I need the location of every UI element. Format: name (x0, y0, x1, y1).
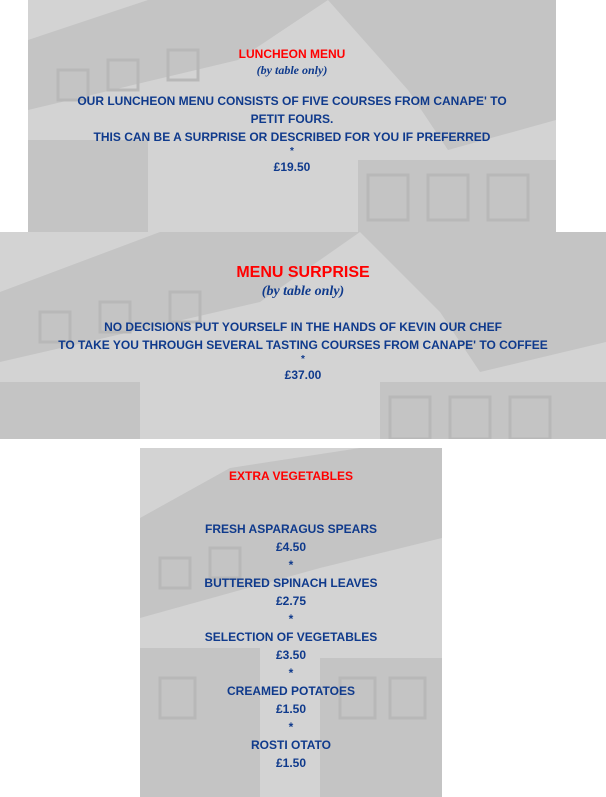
vegetable-separator: * (288, 666, 294, 680)
vegetable-separator: * (288, 612, 294, 626)
surprise-separator: * (301, 354, 305, 365)
luncheon-content (28, 0, 556, 176)
luncheon-separator: * (290, 146, 294, 157)
surprise-title: MENU SURPRISE (236, 264, 370, 281)
vegetable-price: £2.75 (275, 594, 307, 608)
vegetable-item (140, 736, 442, 772)
vegetable-item (140, 520, 442, 574)
surprise-price: £37.00 (284, 368, 322, 382)
surprise-description-line-2: TO TAKE YOU THROUGH SEVERAL TASTING COURSES FROM CANAPE' TO COFFEE (58, 338, 548, 352)
surprise-content (0, 232, 606, 384)
vegetable-price: £4.50 (275, 540, 307, 554)
extra-vegetables-panel (140, 448, 442, 797)
vegetable-name: SELECTION OF VEGETABLES (204, 630, 378, 644)
luncheon-subtitle: (by table only) (256, 63, 328, 77)
luncheon-title: LUNCHEON MENU (238, 47, 346, 61)
luncheon-menu-panel (28, 0, 556, 232)
vegetable-price: £3.50 (275, 648, 307, 662)
luncheon-description-line-2: PETIT FOURS. (250, 112, 334, 126)
vegetable-price: £1.50 (275, 702, 307, 716)
vegetable-item (140, 628, 442, 682)
surprise-subtitle: (by table only) (261, 284, 345, 299)
luncheon-price: £19.50 (273, 160, 311, 174)
vegetables-content (140, 448, 442, 772)
vegetable-name: CREAMED POTATOES (226, 684, 355, 698)
vegetable-separator: * (288, 720, 294, 734)
surprise-description-line-1: NO DECISIONS PUT YOURSELF IN THE HANDS OF KEVIN OUR CHEF (104, 320, 502, 334)
vegetables-title: EXTRA VEGETABLES (228, 469, 353, 483)
vegetable-price: £1.50 (275, 756, 307, 770)
vegetable-item (140, 574, 442, 628)
luncheon-description-line-3: THIS CAN BE A SURPRISE OR DESCRIBED FOR YOU IF PREFERRED (93, 130, 491, 144)
vegetable-separator: * (288, 558, 294, 572)
vegetable-name: FRESH ASPARAGUS SPEARS (204, 522, 378, 536)
menu-surprise-panel (0, 232, 606, 439)
vegetable-name: ROSTI OTATO (251, 738, 331, 752)
luncheon-description-line-1: OUR LUNCHEON MENU CONSISTS OF FIVE COURSES FROM CANAPE' TO (77, 94, 507, 108)
vegetable-name: BUTTERED SPINACH LEAVES (204, 576, 378, 590)
vegetable-item (140, 682, 442, 736)
